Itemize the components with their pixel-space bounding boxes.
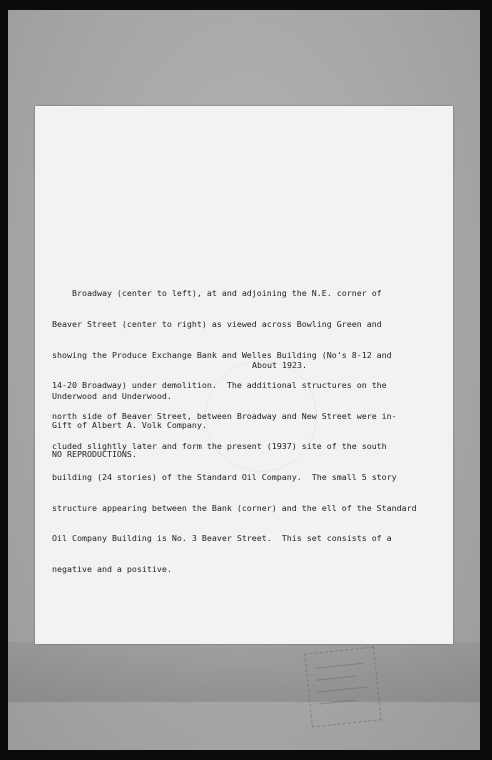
date-note: About 1923. bbox=[252, 360, 307, 370]
gift-credit: Gift of Albert A. Volk Company. bbox=[52, 419, 207, 430]
description-line: 14-20 Broadway) under demolition. The additional structures on the bbox=[52, 380, 387, 391]
description-line: building (24 stories) of the Standard Oil Company. The small 5 story bbox=[52, 471, 397, 482]
description-line: showing the Produce Exchange Bank and Welles Building (No's 8-12 and bbox=[52, 349, 392, 360]
description-line: negative and a positive. bbox=[52, 563, 172, 574]
archive-stamp bbox=[304, 647, 381, 728]
description-line: Broadway (center to left), at and adjoining the N.E. corner of bbox=[52, 288, 382, 299]
description-line: north side of Beaver Street, between Broadway and New Street were in- bbox=[52, 410, 397, 421]
description-line: Beaver Street (center to right) as viewed across Bowling Green and bbox=[52, 319, 382, 329]
description-line: Oil Company Building is No. 3 Beaver Street. This set consists of a bbox=[52, 533, 392, 544]
credits-block bbox=[52, 373, 207, 469]
reproduction-notice: NO REPRODUCTIONS. bbox=[52, 448, 137, 459]
photographer-credit: Underwood and Underwood. bbox=[52, 391, 172, 402]
description-line: structure appearing between the Bank (corner) and the ell of the Standard bbox=[52, 502, 417, 513]
mount-shadow bbox=[8, 642, 480, 702]
description-line: cluded slightly later and form the present (1937) site of the south bbox=[52, 441, 387, 452]
